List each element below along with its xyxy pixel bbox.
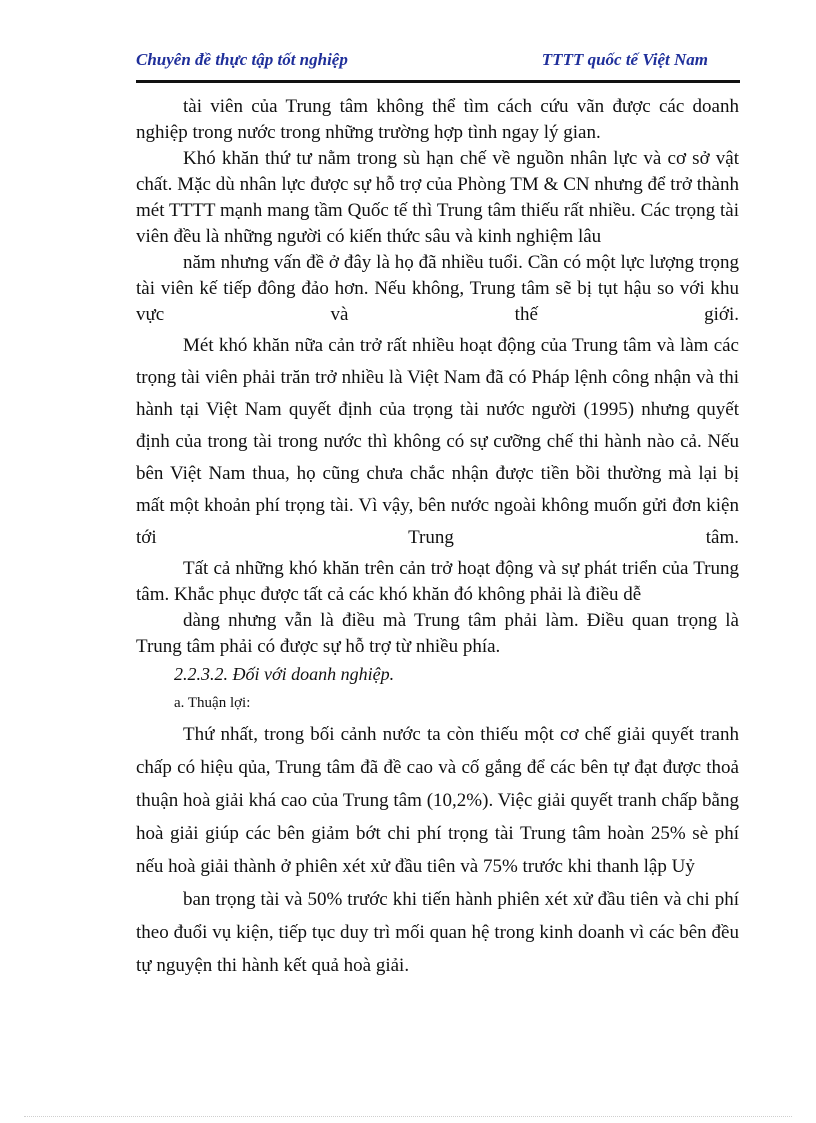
header-right-title: TTTT quốc tế Việt Nam — [541, 50, 708, 69]
header-rule — [136, 80, 740, 83]
header-left-title: Chuyên đề thực tập tốt nghiệp — [136, 50, 348, 69]
paragraph-2b: năm nhưng vấn đề ở đây là họ đã nhiều tuổi. Cần có một lực lượng trọng tài viên kế tiếp đông đảo hơn. Nếu không, Trung tâm sẽ bị tụt hậu so với khu vực và thế giới. — [136, 252, 739, 325]
document-body — [136, 94, 739, 982]
section-heading: 2.2.3.2. Đối với doanh nghiệp. — [174, 664, 395, 684]
paragraph-1: tài viên của Trung tâm không thể tìm cách cứu vãn được các doanh nghiệp trong nước trong những trường hợp tình ngay lý gian. — [136, 96, 739, 143]
footer-dotted-rule — [24, 1116, 792, 1117]
paragraph-5b: ban trọng tài và 50% trước khi tiến hành phiên xét xử đầu tiên và chi phí theo đuổi vụ kiện, tiếp tục duy trì mối quan hệ trong kinh doanh vì các bên đều tự nguyện thi hành kết quả hoà giải. — [136, 889, 739, 976]
paragraph-3: Mét khó khăn nữa cản trở rất nhiều hoạt động của Trung tâm và làm các trọng tài viên phải trăn trở nhiều là Việt Nam đã có Pháp lệnh công nhận và thi hành tại Việt Nam quyết định của trọng tài nước người (1995) nhưng quyết định của trong tài trong nước thì không có sự cưỡng chế thi hành nào cả. Nếu bên Việt Nam thua, họ cũng chưa chắc nhận được tiền bồi thường mà lại bị mất một khoản phí trọng tài. Vì vậy, bên nước ngoài không muốn gửi đơn kiện tới Trung tâm. — [136, 335, 739, 548]
paragraph-4a: Tất cả những khó khăn trên cản trở hoạt động và sự phát triển của Trung tâm. Khắc phục được tất cả các khó khăn đó không phải là điều dễ — [136, 558, 739, 605]
page-header — [136, 48, 738, 74]
paragraph-2a: Khó khăn thứ tư nằm trong sù hạn chế về nguồn nhân lực và cơ sở vật chất. Mặc dù nhân lực được sự hỗ trợ của Phòng TM & CN nhưng để trở thành mét TTTT mạnh mang tầm Quốc tế thì Trung tâm thiếu rất nhiều. Các trọng tài viên đều là những người có kiến thức sâu và kinh nghiệm lâu — [136, 148, 739, 247]
paragraph-4b: dàng nhưng vẫn là điều mà Trung tâm phải làm. Điều quan trọng là Trung tâm phải có được sự hỗ trợ từ nhiều phía. — [136, 610, 739, 657]
subsection-heading: a. Thuận lợi: — [174, 695, 251, 711]
paragraph-5a: Thứ nhất, trong bối cảnh nước ta còn thiếu một cơ chế giải quyết tranh chấp có hiệu qủa, Trung tâm đã đề cao và cố gắng để các bên tự đạt được thoả thuận hoà giải khá cao của Trung tâm (10,2%). Việc giải quyết tranh chấp bằng hoà giải giúp các bên giảm bớt chi phí trọng tài Trung tâm hoàn 25% sè phí nếu hoà giải thành ở phiên xét xử đầu tiên và 75% trước khi thanh lập Uỷ — [136, 724, 739, 877]
